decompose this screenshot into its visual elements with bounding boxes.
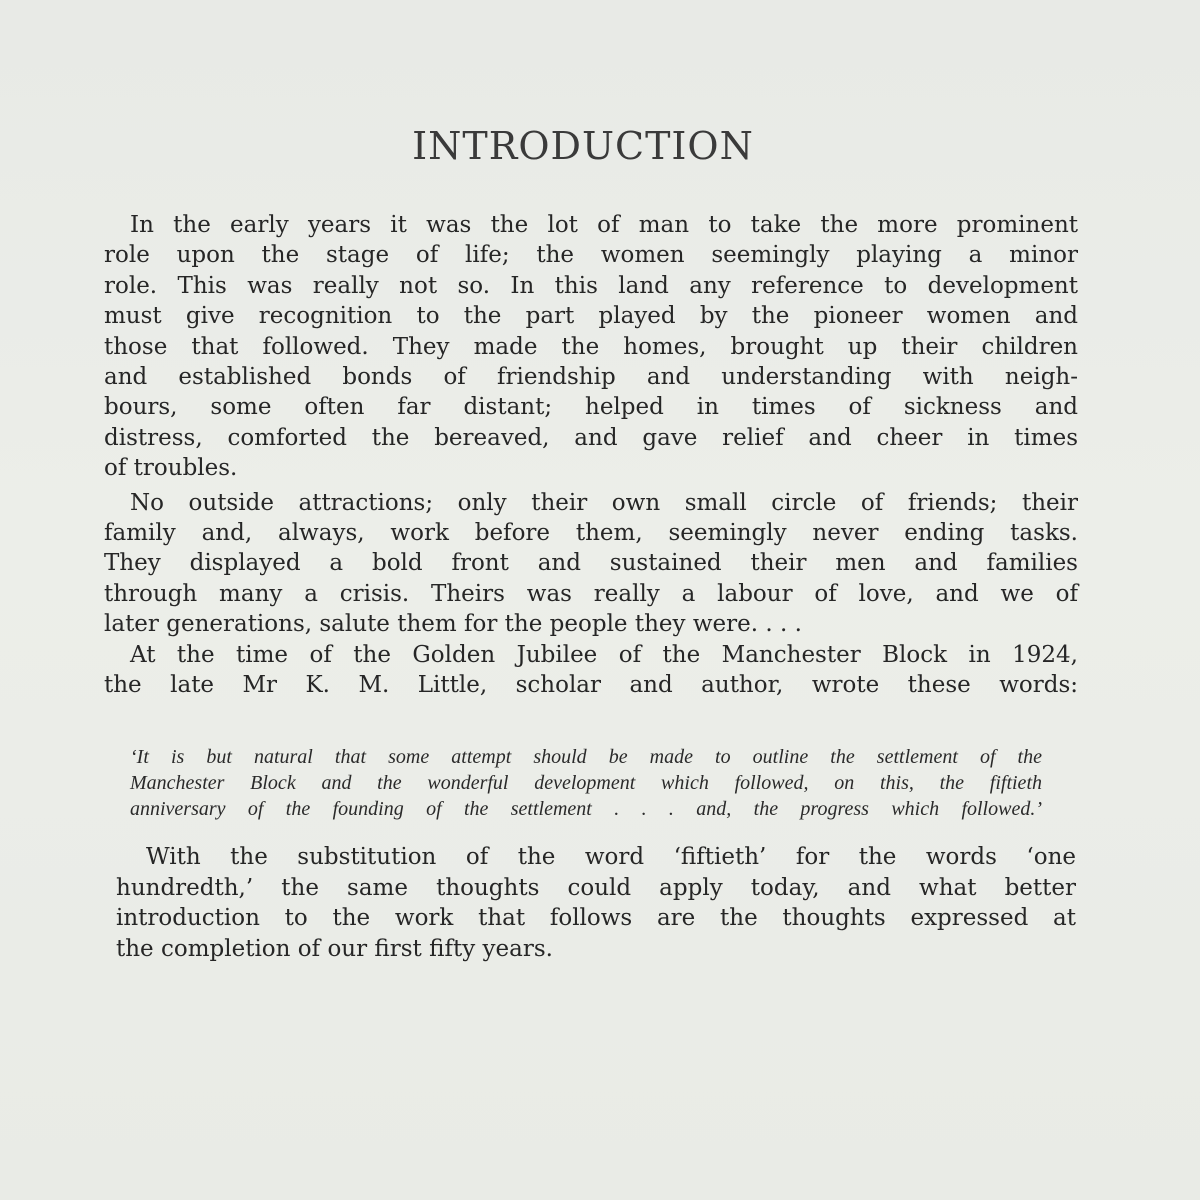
text-line: They displayed a bold front and sustained their men and families: [104, 550, 1078, 577]
text-line: role upon the stage of life; the women seemingly playing a minor: [104, 242, 1078, 269]
text-line: those that followed. They made the homes, brought up their children: [104, 333, 1078, 360]
paragraph-4: [116, 842, 1076, 964]
text-line: must give recognition to the part played by the pioneer women and: [104, 303, 1078, 330]
quote-line: anniversary of the founding of the settlement . . . and, the progress which followed.’: [130, 798, 1042, 820]
paragraph-2: [104, 488, 1078, 640]
quote-line: ‘It is but natural that some attempt should be made to outline the settlement of the: [130, 746, 1042, 768]
block-quote: [130, 744, 1042, 822]
text-line: With the substitution of the word ‘fiftieth’ for the words ‘one: [146, 844, 1076, 870]
text-line: At the time of the Golden Jubilee of the Manchester Block in 1924,: [130, 641, 1078, 668]
text-line: bours, some often far distant; helped in times of sickness and: [104, 394, 1078, 421]
quote-line: Manchester Block and the wonderful development which followed, on this, the fiftieth: [130, 772, 1042, 794]
text-line: later generations, salute them for the people they were. . . .: [104, 611, 802, 638]
text-line: and established bonds of friendship and understanding with neigh-: [104, 364, 1078, 391]
text-line: No outside attractions; only their own small circle of friends; their: [130, 489, 1078, 516]
page-title: INTRODUCTION: [412, 124, 754, 168]
text-line: distress, comforted the bereaved, and gave relief and cheer in times: [104, 424, 1078, 451]
paragraph-1: [104, 210, 1078, 484]
text-line: of troubles.: [104, 455, 238, 482]
paragraph-3: [104, 640, 1078, 701]
text-line: In the early years it was the lot of man to take the more prominent: [130, 212, 1078, 238]
text-line: introduction to the work that follows are the thoughts expressed at: [116, 905, 1076, 931]
text-line: family and, always, work before them, seemingly never ending tasks.: [104, 520, 1078, 547]
text-line: role. This was really not so. In this land any reference to development: [104, 272, 1078, 299]
main-text: [104, 210, 1078, 701]
text-line: through many a crisis. Theirs was really a labour of love, and we of: [104, 580, 1078, 607]
text-line: hundredth,’ the same thoughts could apply today, and what better: [116, 874, 1076, 901]
text-line: the completion of our first fifty years.: [116, 935, 553, 962]
text-line: the late Mr K. M. Little, scholar and author, wrote these words:: [104, 672, 1078, 699]
